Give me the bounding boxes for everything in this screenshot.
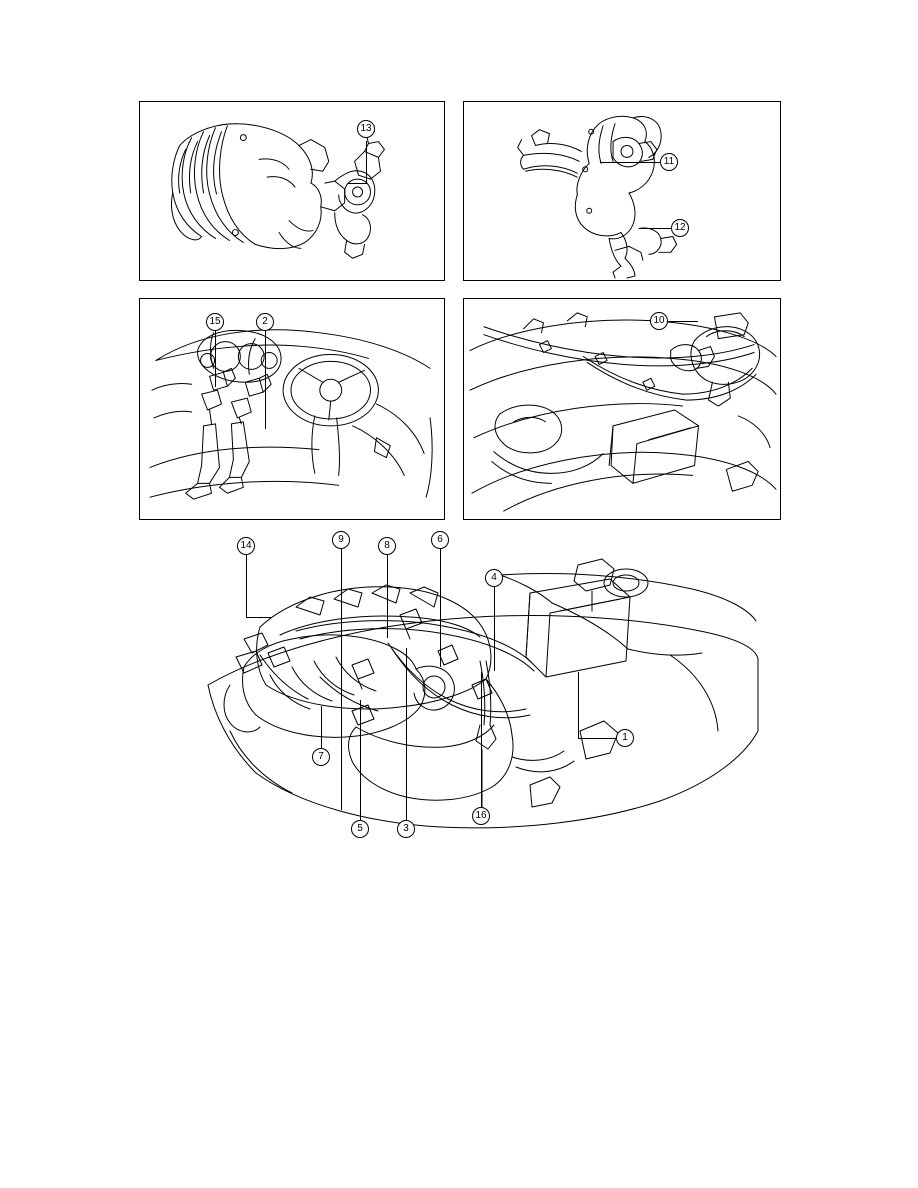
callout-15[interactable]: 15 bbox=[206, 313, 224, 331]
leader-line-14b bbox=[246, 617, 272, 618]
leader-line-6 bbox=[440, 549, 441, 667]
engine-overview-drawing bbox=[200, 535, 760, 850]
callout-16[interactable]: 16 bbox=[472, 807, 490, 825]
callout-1[interactable]: 1 bbox=[616, 729, 634, 747]
leader-line-10 bbox=[668, 321, 698, 322]
callout-5[interactable]: 5 bbox=[351, 820, 369, 838]
callout-2[interactable]: 2 bbox=[256, 313, 274, 331]
callout-13[interactable]: 13 bbox=[357, 120, 375, 138]
leader-line-9 bbox=[341, 549, 342, 810]
callout-6[interactable]: 6 bbox=[431, 531, 449, 549]
leader-line-4 bbox=[494, 587, 495, 671]
pedal-dashboard-drawing bbox=[140, 299, 444, 519]
panel-engine-overview bbox=[200, 535, 760, 850]
callout-12[interactable]: 12 bbox=[671, 219, 689, 237]
leader-line-1 bbox=[578, 738, 616, 739]
leader-line-11 bbox=[600, 162, 660, 163]
panel-exhaust-manifold bbox=[463, 101, 781, 281]
leader-line-8 bbox=[387, 555, 388, 638]
callout-4[interactable]: 4 bbox=[485, 569, 503, 587]
callout-11[interactable]: 11 bbox=[660, 153, 678, 171]
leader-line-2 bbox=[265, 331, 266, 429]
leader-line-15 bbox=[215, 331, 216, 387]
callout-14[interactable]: 14 bbox=[237, 537, 255, 555]
panel-engine-bay bbox=[463, 298, 781, 520]
callout-10[interactable]: 10 bbox=[650, 312, 668, 330]
leader-line-16 bbox=[481, 672, 482, 807]
leader-line-5 bbox=[360, 700, 361, 820]
leader-line-14 bbox=[246, 555, 247, 617]
exhaust-manifold-drawing bbox=[464, 102, 780, 280]
callout-7[interactable]: 7 bbox=[312, 748, 330, 766]
callout-9[interactable]: 9 bbox=[332, 531, 350, 549]
engine-bay-harness-drawing bbox=[464, 299, 780, 519]
leader-line-7 bbox=[321, 706, 322, 748]
leader-line-13b bbox=[348, 183, 367, 184]
panel-intake-manifold bbox=[139, 101, 445, 281]
leader-line-1b bbox=[578, 672, 579, 738]
intake-manifold-drawing bbox=[140, 102, 444, 280]
callout-8[interactable]: 8 bbox=[378, 537, 396, 555]
leader-line-12 bbox=[640, 228, 671, 229]
leader-line-13 bbox=[366, 141, 367, 183]
leader-line-3 bbox=[406, 648, 407, 820]
callout-3[interactable]: 3 bbox=[397, 820, 415, 838]
panel-pedal-area bbox=[139, 298, 445, 520]
